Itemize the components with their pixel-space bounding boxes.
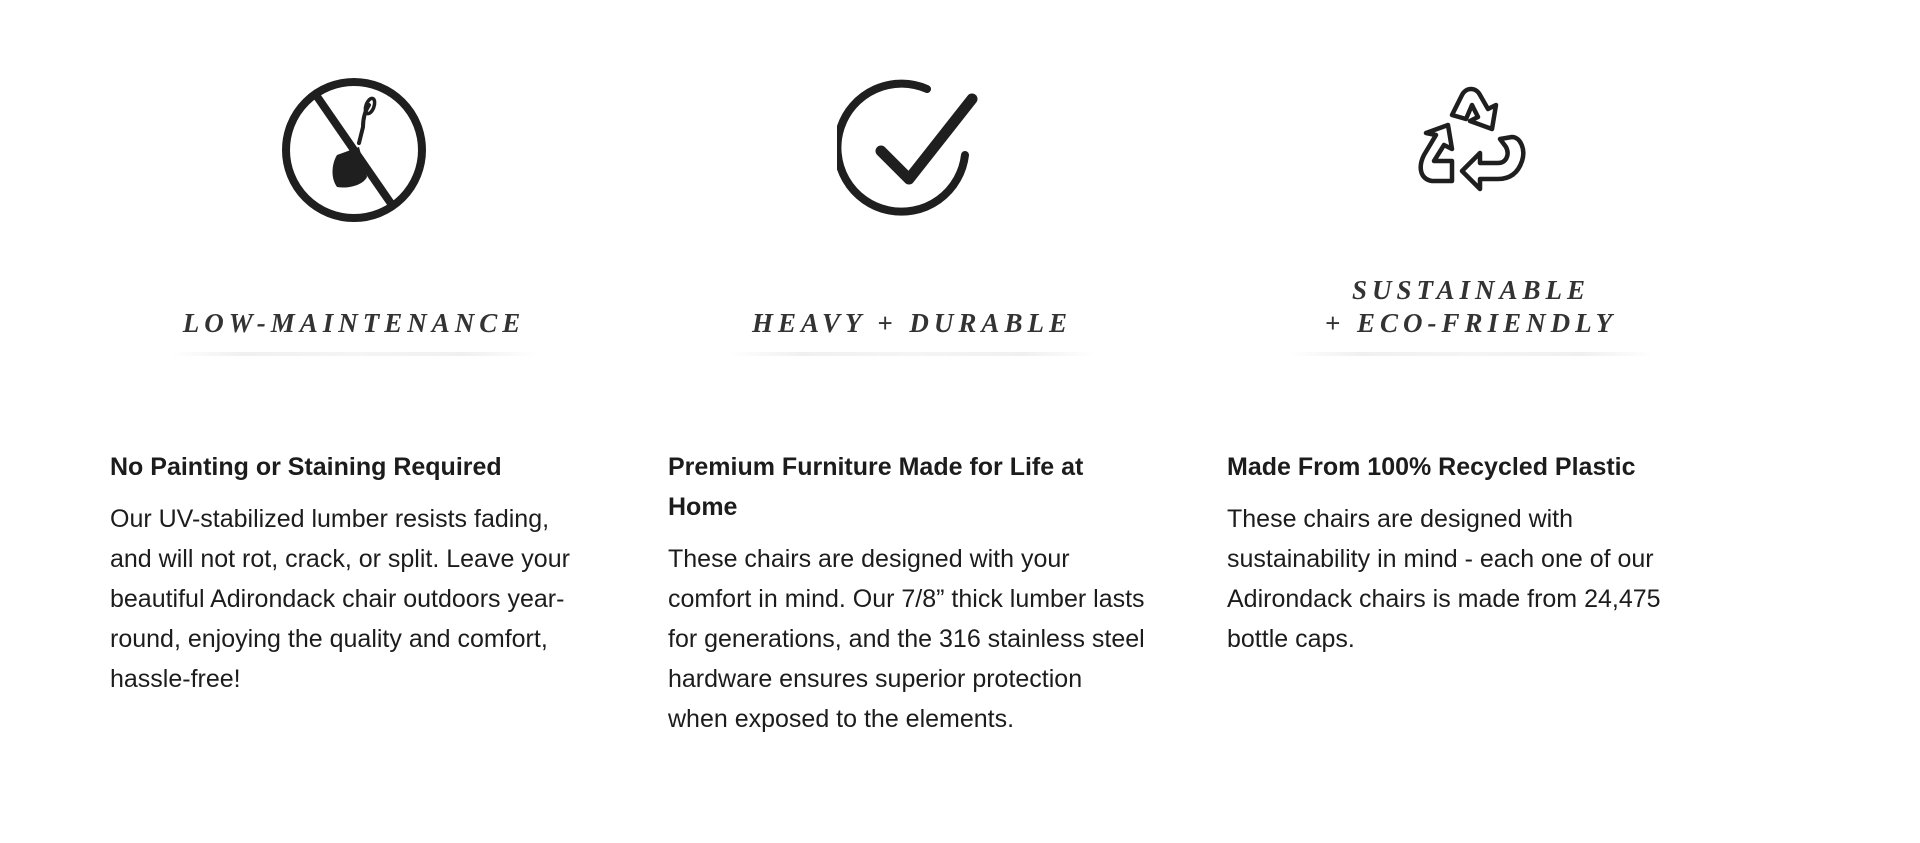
feature-heading: No Painting or Staining Required xyxy=(110,453,502,481)
feature-description: These chairs are designed with sustainability in mind - each one of our Adirondack chairs is made from 24,475 bottle caps. xyxy=(1227,505,1661,653)
tagline-line: LOW-MAINTENANCE xyxy=(182,308,526,338)
icon-container xyxy=(110,75,598,225)
tagline-line: + ECO-FRIENDLY xyxy=(1324,308,1618,338)
feature-heavy-durable xyxy=(668,0,1148,843)
tagline-line: SUSTAINABLE xyxy=(1351,275,1591,305)
divider xyxy=(170,352,538,356)
checkmark-icon xyxy=(837,75,987,225)
tagline xyxy=(1227,265,1715,340)
feature-heading: Premium Furniture Made for Life at Home xyxy=(668,453,1084,521)
tagline xyxy=(668,265,1156,340)
feature-low-maintenance xyxy=(110,0,590,843)
no-painting-icon xyxy=(279,75,429,225)
feature-heading: Made From 100% Recycled Plastic xyxy=(1227,453,1636,481)
tagline-line: HEAVY + DURABLE xyxy=(752,308,1072,338)
icon-container xyxy=(1227,75,1715,225)
tagline xyxy=(110,265,598,340)
feature-description: Our UV-stabilized lumber resists fading, and will not rot, crack, or split. Leave your beautiful Adirondack chair outdoors year-round, enjoying the quality and comfort, hassle-free! xyxy=(110,505,570,693)
divider xyxy=(728,352,1096,356)
feature-description: These chairs are designed with your comfort in mind. Our 7/8” thick lumber lasts for generations, and the 316 stainless steel hardware ensures superior protection when exposed to the elements. xyxy=(668,545,1145,733)
recycle-icon xyxy=(1396,75,1546,225)
icon-container xyxy=(668,75,1156,225)
feature-sustainable xyxy=(1227,0,1707,843)
divider xyxy=(1287,352,1655,356)
